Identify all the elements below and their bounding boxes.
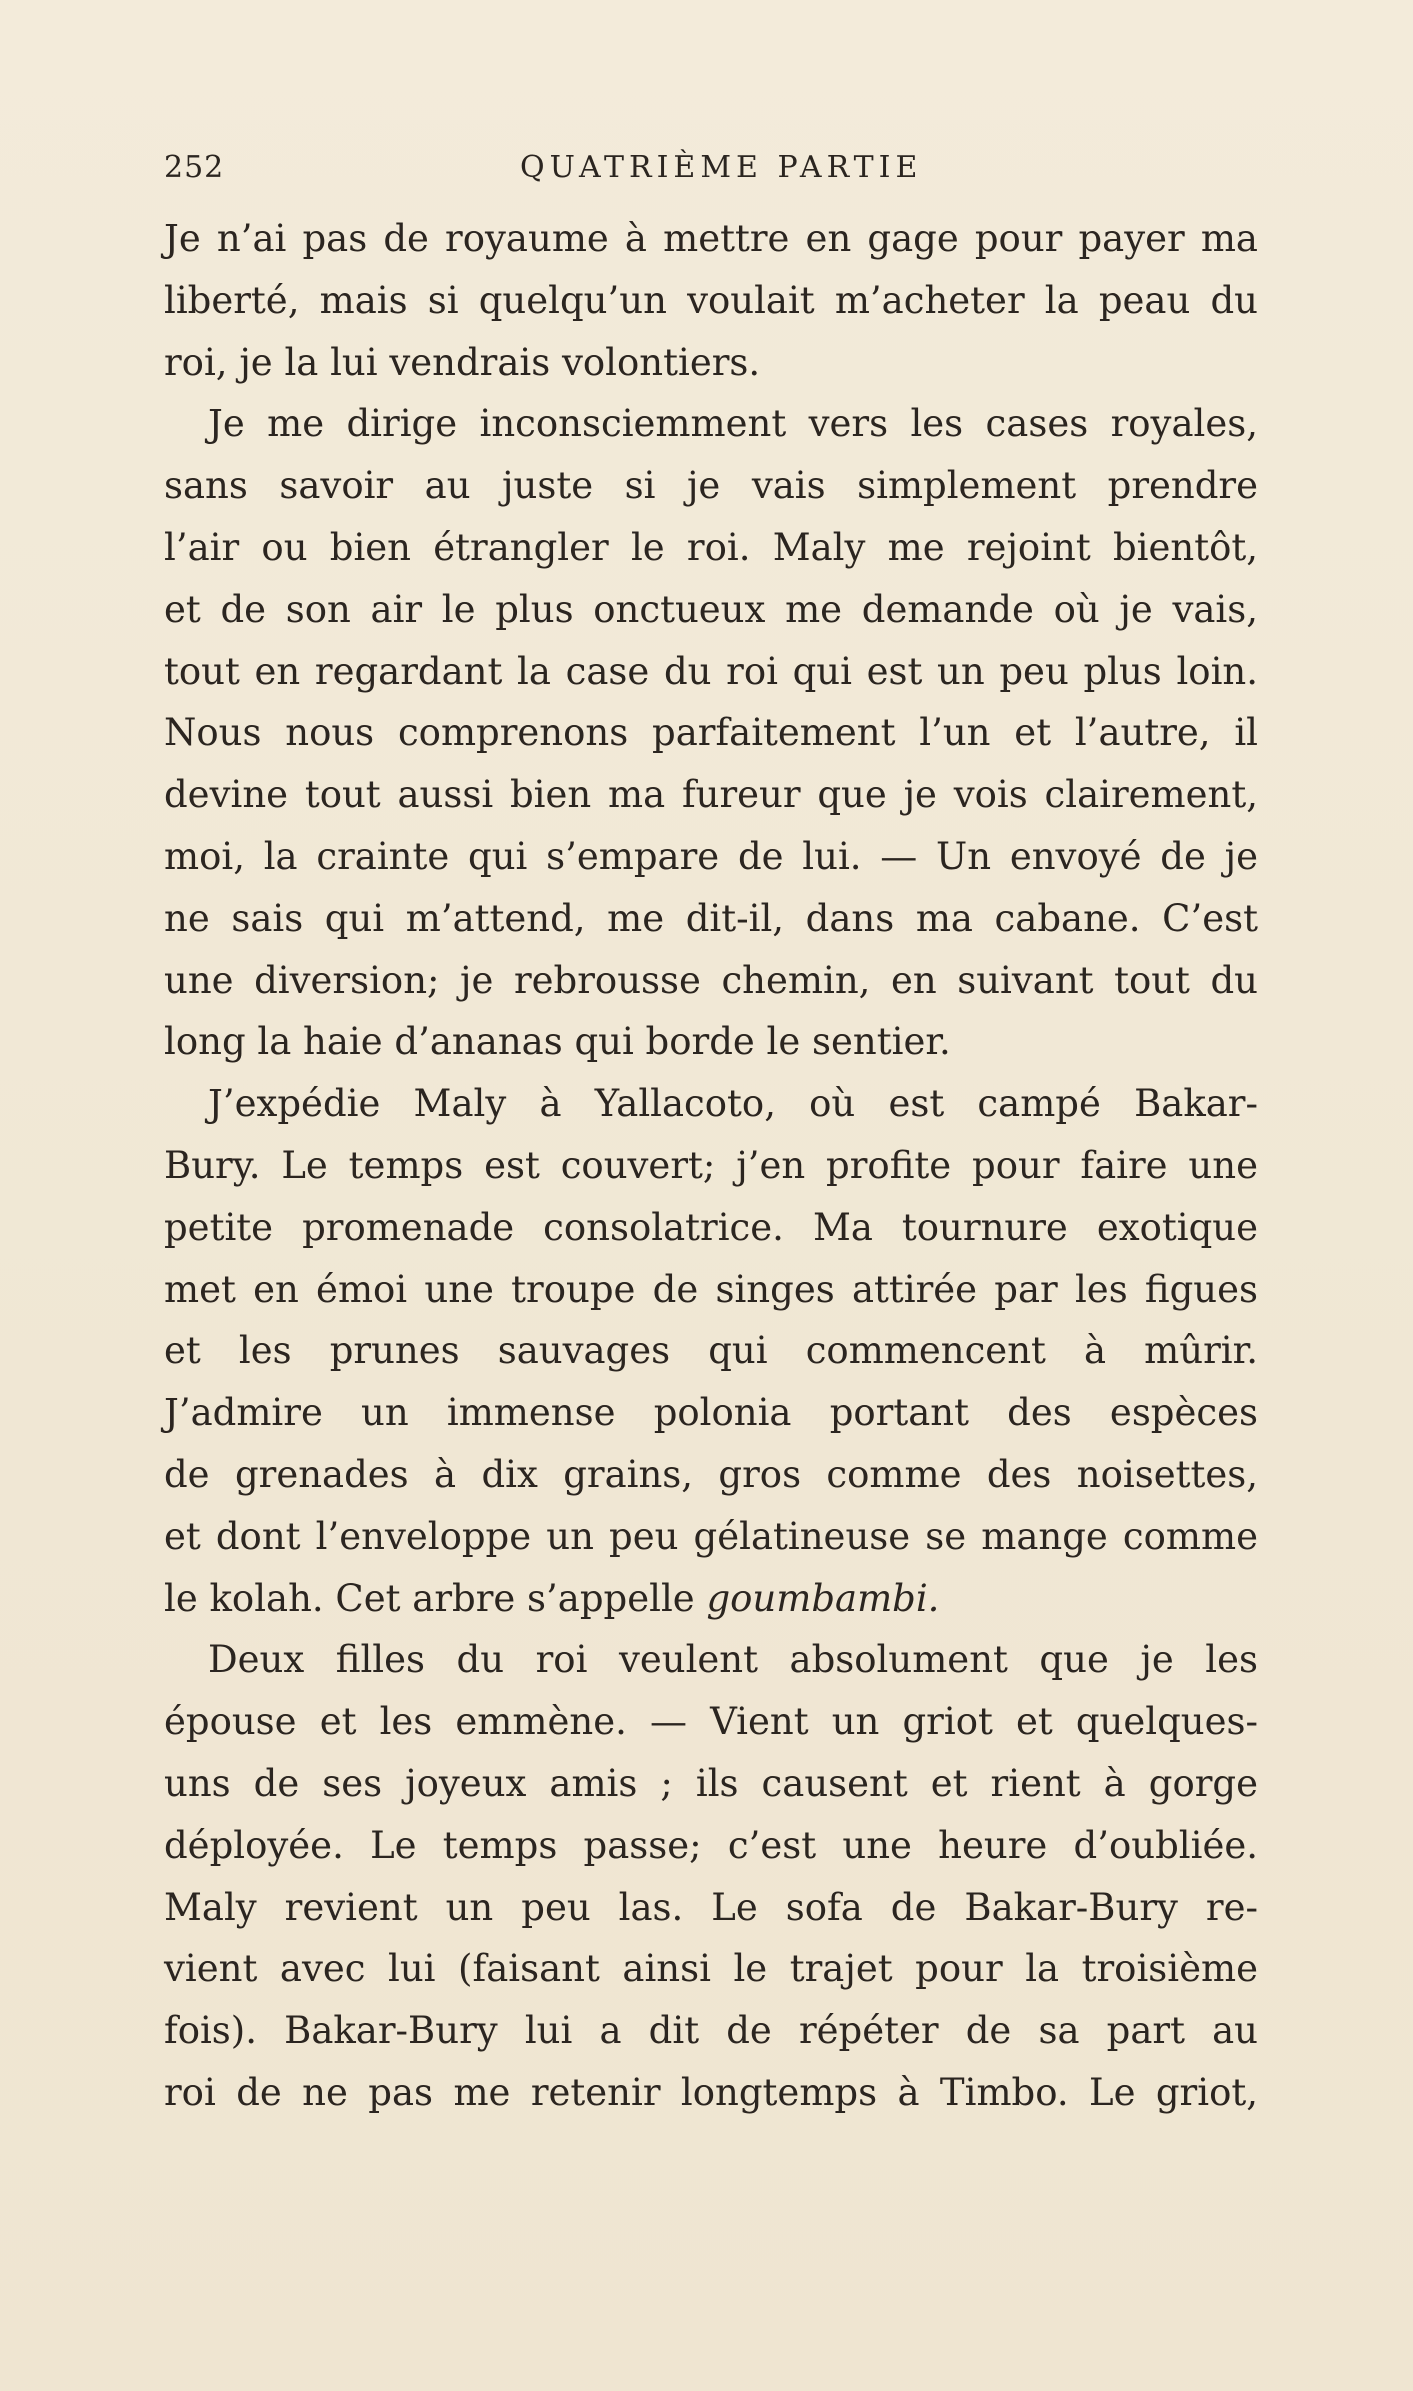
text-line: Je n’ai pas de royaume à mettre en gage pour payer ma xyxy=(164,217,1258,260)
text-line: long la haie d’ananas qui borde le sentier. xyxy=(164,1020,951,1064)
text-line: Deux filles du roi veulent absolument que je les xyxy=(208,1638,1258,1682)
text-line: vient avec lui (faisant ainsi le trajet pour la troisième xyxy=(164,1947,1258,1991)
text-line: J’expédie Maly à Yallacoto, où est campé Bakar- xyxy=(208,1082,1258,1126)
text-line: Bury. Le temps est couvert; j’en profite pour faire une xyxy=(164,1143,1258,1187)
text-line: une diversion; je rebrousse chemin, en suivant tout du xyxy=(164,958,1258,1002)
text-line: roi de ne pas me retenir longtemps à Timbo. Le griot, xyxy=(164,2070,1258,2114)
text-line: Je me dirige inconsciemment vers les cases royales, xyxy=(208,402,1258,446)
text-line: de grenades à dix grains, gros comme des noisettes, xyxy=(164,1452,1258,1496)
page-header xyxy=(164,150,1264,200)
text-line: roi, je la lui vendrais volontiers. xyxy=(164,340,761,384)
text-line: J’admire un immense polonia portant des espèces xyxy=(164,1391,1258,1435)
text-line: ne sais qui m’attend, me dit-il, dans ma cabane. C’est xyxy=(164,896,1258,940)
body-text xyxy=(164,208,1258,2124)
italic-term: goumbambi. xyxy=(706,1576,940,1620)
text-line: uns de ses joyeux amis ; ils causent et rient à gorge xyxy=(164,1761,1258,1805)
text-line: et dont l’enveloppe un peu gélatineuse se mange comme xyxy=(164,1514,1258,1558)
text-line: devine tout aussi bien ma fureur que je vois clairement, xyxy=(164,773,1258,817)
text-line: Nous nous comprenons parfaitement l’un et l’autre, il xyxy=(164,711,1258,755)
text-line: Maly revient un peu las. Le sofa de Bakar-Bury re- xyxy=(164,1885,1258,1929)
text-line: déployée. Le temps passe; c’est une heure d’oubliée. xyxy=(164,1823,1258,1867)
text-line: petite promenade consolatrice. Ma tournure exotique xyxy=(164,1205,1258,1249)
text-line: épouse et les emmène. — Vient un griot et quelques- xyxy=(164,1700,1258,1744)
text-line: sans savoir au juste si je vais simplement prendre xyxy=(164,464,1258,508)
running-head: QUATRIÈME PARTIE xyxy=(520,150,923,185)
text-line: met en émoi une troupe de singes attirée par les figues xyxy=(164,1267,1258,1311)
page-number: 252 xyxy=(164,150,225,185)
text-segment: le kolah. Cet arbre s’appelle xyxy=(164,1576,695,1620)
text-line: liberté, mais si quelqu’un voulait m’acheter la peau du xyxy=(164,278,1258,322)
text-line xyxy=(164,1568,1258,1630)
text-line: l’air ou bien étrangler le roi. Maly me rejoint bientôt, xyxy=(164,525,1258,569)
text-line: et de son air le plus onctueux me demande où je vais, xyxy=(164,587,1258,631)
text-line: fois). Bakar-Bury lui a dit de répéter de sa part au xyxy=(164,2009,1258,2053)
text-line: et les prunes sauvages qui commencent à mûrir. xyxy=(164,1329,1258,1373)
text-line: tout en regardant la case du roi qui est un peu plus loin. xyxy=(164,649,1258,693)
text-line: moi, la crainte qui s’empare de lui. — Un envoyé de je xyxy=(164,834,1258,878)
